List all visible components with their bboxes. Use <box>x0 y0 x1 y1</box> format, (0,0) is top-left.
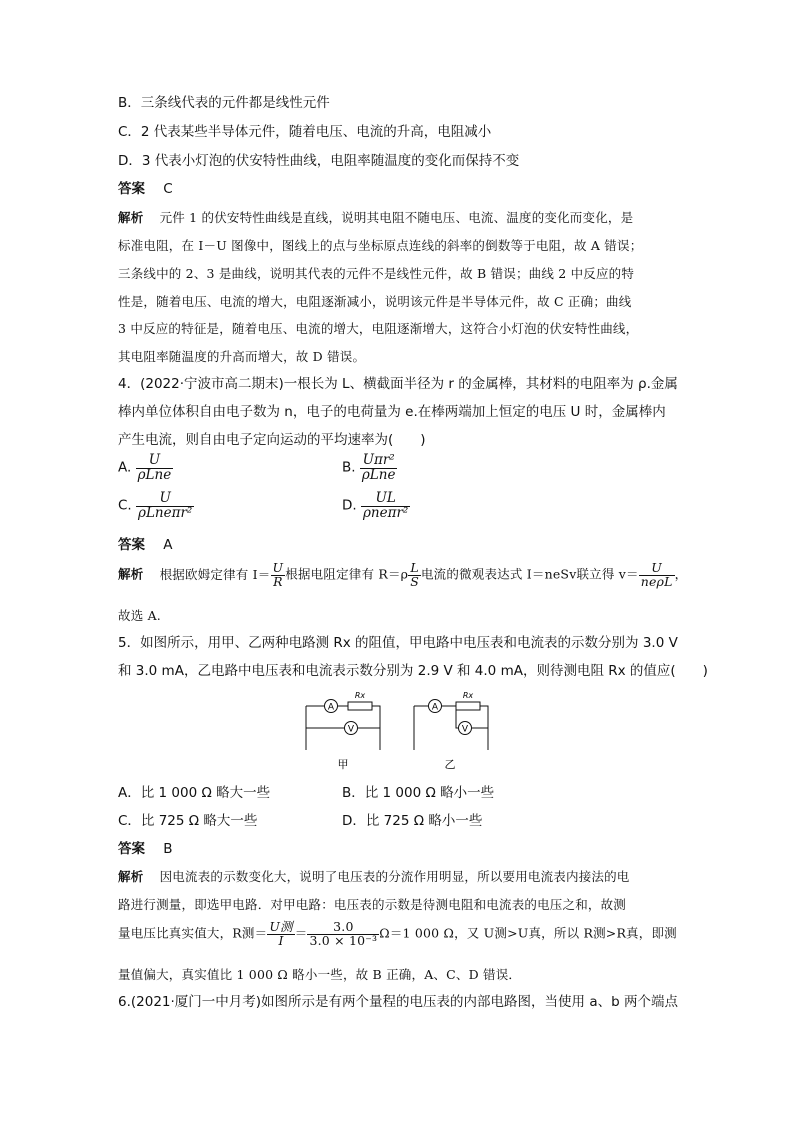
explain-text: ， <box>674 566 688 582</box>
answer-label: 答案 <box>118 181 145 197</box>
numerator: U <box>272 560 284 575</box>
q3-answer-row <box>118 183 173 197</box>
answer-value: A <box>163 537 173 553</box>
q4-explain-line-2: 故选 A. <box>118 608 161 623</box>
option-fraction <box>361 492 410 520</box>
denominator: 3.0 × 10⁻³ <box>309 932 378 948</box>
q3-explain-line-5: 3 中反应的特征是，随着电压、电流的增大，电阻逐渐增大，这符合小灯泡的伏安特性曲线， <box>118 321 639 336</box>
option-fraction <box>136 454 174 482</box>
q3-explain-line-4: 性是，随着电压、电流的增大，电阻逐渐减小，说明该元件是半导体元件，故 C 正确；曲线 <box>118 294 632 309</box>
voltmeter-label: V <box>461 724 469 735</box>
answer-value: C <box>163 181 173 197</box>
q5-option-b: B．比 1 000 Ω 略小一些 <box>342 785 495 801</box>
q4-answer-row <box>118 539 173 553</box>
explain-text: 根据电阻定律有 R＝ρ <box>285 566 409 582</box>
q4-option-c <box>118 492 194 520</box>
numerator: Uπr² <box>360 454 398 469</box>
figure-label-jia: 甲 <box>337 758 349 771</box>
resistor-label: Rx <box>462 691 474 700</box>
q4-stem-line-1: 4．(2022·宁波市高二期末)一根长为 L、横截面半径为 r 的金属棒，其材料的电阻率为 ρ.金属 <box>118 376 678 392</box>
q4-option-d <box>342 492 410 520</box>
circuit-jia <box>306 700 380 751</box>
resistor-label: Rx <box>354 691 366 700</box>
q4-option-a <box>118 454 173 482</box>
formula-fraction <box>408 562 421 588</box>
q5-explain-line-4: 量值偏大，真实值比 1 000 Ω 略小一些，故 B 正确，A、C、D 错误． <box>118 967 522 982</box>
option-letter: C. <box>118 497 132 514</box>
numerator: U <box>639 562 675 576</box>
q5-explain-line-3 <box>118 921 677 947</box>
q6-stem-line-1: 6.(2021·厦门一中月考)如图所示是有两个量程的电压表的内部电路图，当使用 a、b 两个端点 <box>118 994 678 1010</box>
q5-stem-line-2: 和 3.0 mA，乙电路中电压表和电流表示数分别为 2.9 V 和 4.0 mA，则待测电阻 Rx 的值应( ) <box>118 663 708 679</box>
option-letter: B. <box>342 459 356 476</box>
q3-explain-line-3: 三条线中的 2、3 是曲线，说明其代表的元件不是线性元件，故 B 错误；曲线 2 中反应的特 <box>118 266 635 281</box>
option-fraction <box>360 454 398 482</box>
answer-value: B <box>163 841 173 857</box>
denominator: R <box>273 573 283 589</box>
option-letter: A. <box>118 459 132 476</box>
explain-text: 电流的微观表达式 I＝neSv联立得 v＝ <box>420 566 639 582</box>
figure-label-yi: 乙 <box>444 758 456 771</box>
numerator: U <box>136 454 174 469</box>
q3-explain-line-6: 其电阻率随温度的升高而增大，故 D 错误。 <box>118 349 366 364</box>
explain-text: 元件 1 的伏安特性曲线是直线，说明其电阻不随电压、电流、温度的变化而变化，是 <box>159 210 634 225</box>
explain-text: 根据欧姆定律有 I＝ <box>159 566 271 582</box>
resistor-icon <box>348 702 372 710</box>
ammeter-label: A <box>327 702 335 713</box>
resistor-icon <box>456 702 480 710</box>
numerator: L <box>408 562 421 576</box>
denominator: neρL <box>640 573 673 589</box>
numerator: U测 <box>269 919 293 934</box>
numerator: U <box>136 492 194 507</box>
option-letter: D. <box>342 497 357 514</box>
q5-explain-line-1 <box>118 871 630 884</box>
q4-explain-line-1 <box>118 562 687 588</box>
explain-label: 解析 <box>118 210 144 225</box>
q5-stem-line-1: 5．如图所示，用甲、乙两种电路测 Rx 的阻值，甲电路中电压表和电流表的示数分别为 3.0 V <box>118 635 678 651</box>
circuit-yi <box>414 700 488 751</box>
q5-option-c: C．比 725 Ω 略大一些 <box>118 813 258 829</box>
q5-answer-row <box>118 843 173 857</box>
explain-text: ＝ <box>294 925 308 941</box>
q3-explain-line-2: 标准电阻，在 I－U 图像中，图线上的点与坐标原点连线的斜率的倒数等于电阻，故 A 错误； <box>118 238 643 253</box>
explain-label: 解析 <box>118 869 144 884</box>
q3-option-b: B．三条线代表的元件都是线性元件 <box>118 95 330 111</box>
q3-explain-line-1 <box>118 212 633 225</box>
denominator: S <box>410 573 419 589</box>
answer-label: 答案 <box>118 841 145 857</box>
explain-text: 因电流表的示数变化大，说明了电压表的分流作用明显，所以要用电流表内接法的电 <box>159 869 630 884</box>
denominator: ρLne <box>137 466 172 483</box>
formula-fraction <box>639 562 675 588</box>
q3-option-d: D．3 代表小灯泡的伏安特性曲线，电阻率随温度的变化而保持不变 <box>118 153 520 169</box>
formula-fraction <box>271 562 286 588</box>
formula-fraction <box>307 921 379 947</box>
answer-label: 答案 <box>118 537 145 553</box>
q5-option-a: A．比 1 000 Ω 略大一些 <box>118 785 271 801</box>
q3-option-c: C．2 代表某些半导体元件，随着电压、电流的升高，电阻减小 <box>118 124 492 140</box>
explain-label: 解析 <box>118 566 144 582</box>
numerator: 3.0 <box>307 921 379 935</box>
denominator: ρneπr² <box>362 504 409 521</box>
q4-option-b <box>342 454 397 482</box>
numerator: UL <box>361 492 410 507</box>
explain-text: Ω＝1 000 Ω，又 U测>U真，所以 R测>R真，即测 <box>379 925 677 941</box>
q5-option-d: D．比 725 Ω 略小一些 <box>342 813 483 829</box>
q5-explain-line-2: 路进行测量，即选甲电路．对甲电路：电压表的示数是待测电阻和电流表的电压之和，故测 <box>118 897 627 912</box>
explain-text: 量电压比真实值大，R测＝ <box>118 925 268 941</box>
option-fraction <box>136 492 194 520</box>
denominator: ρLneπr² <box>138 504 193 521</box>
ammeter-label: A <box>431 702 439 713</box>
voltmeter-label: V <box>347 724 355 735</box>
formula-fraction <box>267 921 294 947</box>
q4-stem-line-3: 产生电流，则自由电子定向运动的平均速率为( ) <box>118 432 426 448</box>
q4-stem-line-2: 棒内单位体积自由电子数为 n，电子的电荷量为 e.在棒两端加上恒定的电压 U 时，金属棒内 <box>118 404 666 420</box>
circuit-figure <box>300 688 500 774</box>
denominator: ρLne <box>361 466 396 483</box>
denominator: I <box>278 932 284 948</box>
